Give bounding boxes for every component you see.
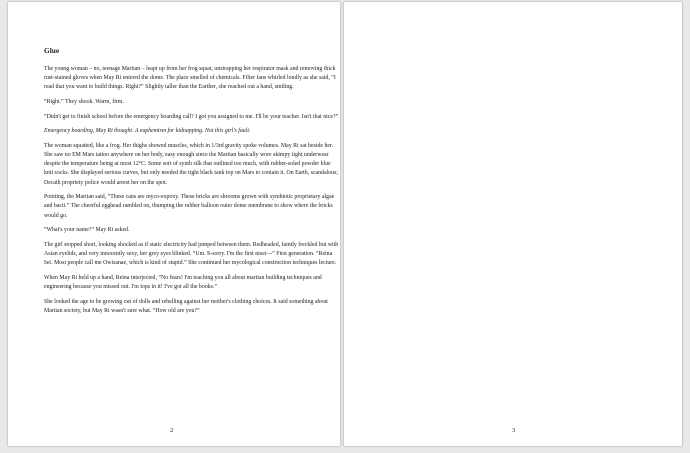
page-left bbox=[8, 2, 340, 446]
chapter-title: Glue bbox=[44, 47, 60, 55]
paragraph-8: The girl stopped short, looking shocked as if static electricity had jumped between them. Redheaded, faintly freckled but with Asian eyelids, and very innocently sexy, her grey eyes blinked. “Um. S-sorry. I'm the first nisei—” First generation. “Reina Isō. Most people call me Owisanae, which is kind of stupid.” She continued her mycological construction techniques lecture. bbox=[44, 241, 339, 267]
paragraph-7: “What's your name?” May Ri asked. bbox=[44, 227, 130, 234]
page-number-left: 2 bbox=[170, 427, 174, 434]
page-right bbox=[344, 2, 682, 446]
paragraph-6: Pointing, the Martian said, “These cans are myco-expoxy. These bricks are shrooms grown with symbiotic proprietary algae and bacti.” The cheerful egghead rambled on, thumping the rubber balloon outer dome membrane to show where the bricks would go. bbox=[44, 194, 335, 219]
paragraph-10: She looked the age to be growing out of dolls and rebelling against her mother's clothing choices. It said something about Martian society, but May Ri wasn't sure what. “How old are you?” bbox=[44, 298, 328, 314]
page-number-right: 3 bbox=[512, 427, 516, 434]
paragraph-5: The woman squatted, like a frog. Her thighs showed muscles, which in 1/3rd gravity spoke volumes. May Ri sat beside her. She saw no EM Mars tattoo anywhere on her body, easy enough since the Martian basically wore skimpy tight underwear despite the temperature being at most 12°C. Some sort of synth silk that outlined too much, with rubber-soled powder blue knit socks. She displayed serious curves, but only needed the tight black tank top on Mars to contain it. On Earth, scandalous; Decath propriety police would arrest her on the spot. bbox=[44, 142, 338, 186]
paragraph-1: The young woman – no, teenage Martian – leapt up from her frog squat, unstrapping her respirator mask and removing thick rust-stained gloves when May Ri entered the dome. The place smelled of chemicals. Filter fans whirled loudly as she said, “I read that you want to build things. Right?” Slightly taller than the Earther, she reached out a hand, smiling. bbox=[44, 65, 336, 91]
paragraph-3: “Didn't get to finish school before the emergency boarding call? I got you assigned to me. I'll be your teacher. Isn't that nice?” bbox=[44, 113, 339, 120]
page-content bbox=[44, 47, 340, 412]
paragraph-4: Emergency boarding, May Ri thought. A euphemism for kidnapping. Not this girl's fault. bbox=[44, 128, 251, 135]
paragraph-2: “Right.” They shook. Warm, firm. bbox=[44, 98, 124, 105]
paragraph-9: When May Ri held up a hand, Reina interjected, “No fears! I'm teaching you all about martian building techniques and engineering because you missed out. I'm tops in it! I've got all the books.” bbox=[44, 274, 322, 291]
